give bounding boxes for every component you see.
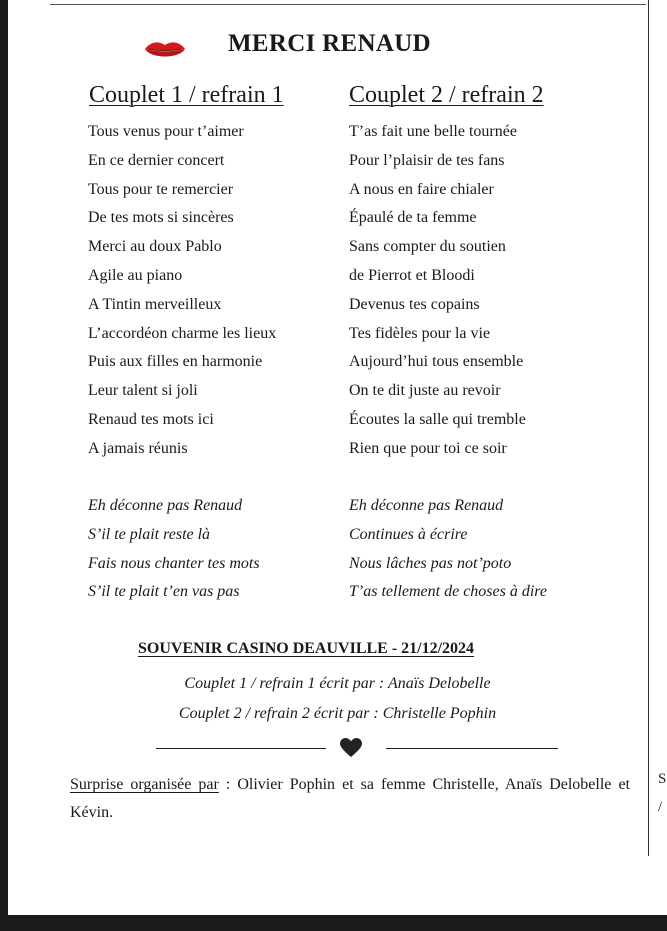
- column1-heading: Couplet 1 / refrain 1: [89, 82, 284, 108]
- verse-line: L’accordéon charme les lieux: [88, 324, 277, 342]
- verse-line: de Pierrot et Bloodi: [349, 266, 475, 284]
- verse-line: Leur talent si joli: [88, 382, 198, 400]
- verse-line: Aujourd’hui tous ensemble: [349, 353, 524, 371]
- credit-line-1: Couplet 1 / refrain 1 écrit par : Anaïs Delobelle: [184, 675, 491, 692]
- chorus-line: S’il te plait t’en vas pas: [88, 583, 240, 601]
- verse-line: On te dit juste au revoir: [349, 382, 501, 400]
- chorus-line: Eh déconne pas Renaud: [349, 497, 504, 514]
- verse-line: Épaulé de ta femme: [349, 209, 477, 227]
- verse-line: A jamais réunis: [88, 439, 188, 457]
- column2-chorus: [349, 492, 547, 607]
- column2-heading: Couplet 2 / refrain 2: [349, 82, 544, 108]
- verse-line: Tous venus pour t’aimer: [88, 123, 244, 140]
- verse-line: Puis aux filles en harmonie: [88, 353, 263, 371]
- verse-line: De tes mots si sincères: [88, 209, 234, 227]
- verse-line: Pour l’plaisir de tes fans: [349, 151, 505, 169]
- column-rule: [648, 0, 649, 856]
- surprise-label: Surprise organisée par: [70, 776, 219, 793]
- surprise-paragraph: [70, 771, 630, 827]
- chorus-line: S’il te plait reste là: [88, 525, 211, 543]
- verse-line: A nous en faire chialer: [349, 180, 494, 198]
- verse-line: Sans compter du soutien: [349, 238, 506, 256]
- verse-line: A Tintin merveilleux: [88, 295, 222, 313]
- surprise-text: : Olivier Pophin et sa femme Christelle, Anaïs Delobelle et Kévin.: [70, 776, 630, 821]
- column1-verse: [88, 118, 276, 464]
- lips-icon: [143, 39, 187, 61]
- verse-line: Rien que pour toi ce soir: [349, 439, 507, 457]
- chorus-line: Fais nous chanter tes mots: [88, 554, 260, 572]
- page-title: MERCI RENAUD: [228, 30, 431, 57]
- verse-line: Devenus tes copains: [349, 295, 480, 313]
- verse-line: T’as fait une belle tournée: [349, 123, 517, 140]
- document-page: [8, 0, 667, 915]
- souvenir-heading: SOUVENIR CASINO DEAUVILLE - 21/12/2024: [138, 640, 475, 657]
- top-rule: [50, 4, 646, 5]
- separator-left: [156, 748, 326, 749]
- credit-line-2: Couplet 2 / refrain 2 écrit par : Christelle Pophin: [178, 705, 497, 722]
- chorus-line: Eh déconne pas Renaud: [88, 497, 243, 514]
- chorus-line: T’as tellement de choses à dire: [349, 583, 548, 601]
- verse-line: Renaud tes mots ici: [88, 410, 214, 428]
- verse-line: Écoutes la salle qui tremble: [349, 410, 526, 428]
- verse-line: Merci au doux Pablo: [88, 238, 222, 256]
- chorus-line: Nous lâches pas not’poto: [349, 554, 512, 572]
- edge-mark-2: /: [658, 799, 663, 815]
- chorus-line: Continues à écrire: [349, 525, 468, 543]
- heart-icon: [340, 738, 362, 758]
- edge-mark-1: S: [658, 771, 667, 787]
- verse-line: En ce dernier concert: [88, 151, 225, 169]
- column1-chorus: [88, 492, 260, 607]
- verse-line: Tes fidèles pour la vie: [349, 324, 491, 342]
- column2-verse: [349, 118, 526, 464]
- verse-line: Agile au piano: [88, 266, 183, 284]
- verse-line: Tous pour te remercier: [88, 180, 234, 198]
- separator-right: [386, 748, 558, 749]
